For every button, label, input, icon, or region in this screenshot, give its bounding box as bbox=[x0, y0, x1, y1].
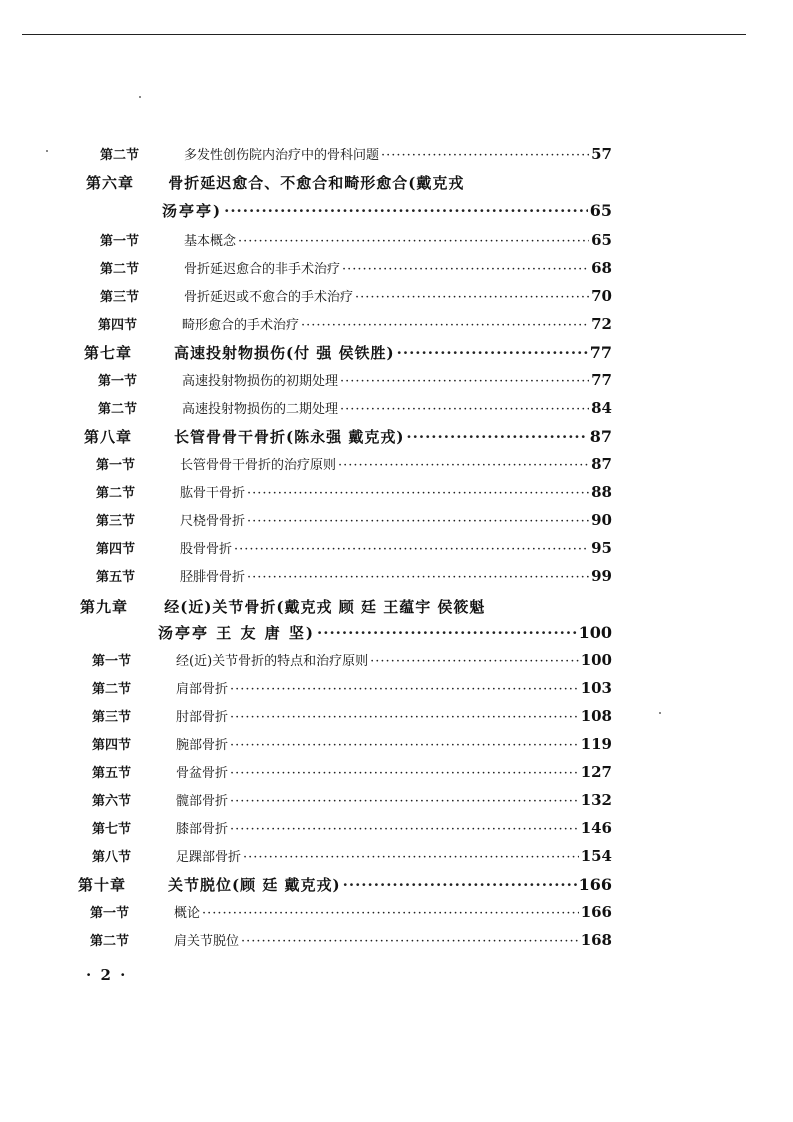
entry-title: 股骨骨折 bbox=[180, 542, 233, 557]
chapter-label: 第七章 bbox=[84, 344, 133, 362]
entry-title: 高速投射物损伤的初期处理 bbox=[182, 374, 339, 389]
leader-dots bbox=[230, 794, 579, 809]
page-number: 57 bbox=[591, 145, 612, 163]
entry-title: 高速投射物损伤的二期处理 bbox=[182, 402, 339, 417]
leader-dots bbox=[230, 766, 579, 781]
section-label: 第二节 bbox=[96, 486, 136, 501]
toc-entry bbox=[100, 258, 612, 282]
page-number: 77 bbox=[591, 371, 612, 389]
leader-dots bbox=[234, 542, 589, 557]
entry-title: 基本概念 bbox=[184, 234, 237, 249]
toc-entry bbox=[92, 790, 612, 814]
entry-title: 经(近)关节骨折的特点和治疗原则 bbox=[176, 654, 369, 669]
entry-title: 髋部骨折 bbox=[176, 794, 229, 809]
toc-chapter bbox=[84, 342, 612, 366]
entry-title: 长管骨骨干骨折的治疗原则 bbox=[180, 458, 337, 473]
section-label: 第三节 bbox=[100, 290, 140, 305]
entry-title: 尺桡骨骨折 bbox=[180, 514, 246, 529]
toc-entry bbox=[92, 762, 612, 786]
section-label: 第二节 bbox=[100, 148, 140, 163]
page-number: 103 bbox=[580, 679, 612, 697]
page-number: 99 bbox=[591, 567, 612, 585]
leader-dots bbox=[247, 486, 589, 501]
entry-title: 骨折延迟愈合、不愈合和畸形愈合(戴克戎 bbox=[168, 174, 465, 192]
leader-dots bbox=[301, 318, 589, 333]
leader-dots bbox=[397, 344, 588, 362]
section-label: 第五节 bbox=[92, 766, 132, 781]
toc-entry bbox=[98, 314, 612, 338]
leader-dots bbox=[340, 402, 589, 417]
section-label: 第一节 bbox=[100, 234, 140, 249]
toc-chapter bbox=[84, 426, 612, 450]
entry-title: 骨盆骨折 bbox=[176, 766, 229, 781]
page-number: 166 bbox=[578, 875, 612, 894]
toc-entry bbox=[90, 902, 612, 926]
toc-entry bbox=[92, 650, 612, 674]
leader-dots bbox=[230, 738, 579, 753]
leader-dots bbox=[247, 570, 589, 585]
page-footer-number: · 2 · bbox=[86, 966, 128, 984]
toc-entry bbox=[96, 538, 612, 562]
entry-title: 经(近)关节骨折(戴克戎 顾 廷 王蕴宇 侯筱魁 bbox=[164, 598, 486, 616]
entry-title: 肩部骨折 bbox=[176, 682, 229, 697]
chapter-label: 第六章 bbox=[86, 174, 135, 192]
toc-entry bbox=[92, 818, 612, 842]
toc-chapter-heading bbox=[80, 596, 485, 617]
section-label: 第四节 bbox=[98, 318, 138, 333]
leader-dots bbox=[243, 850, 579, 865]
toc-entry bbox=[92, 734, 612, 758]
leader-dots bbox=[230, 822, 579, 837]
toc-entry bbox=[100, 286, 612, 310]
chapter-label: 第八章 bbox=[84, 428, 133, 446]
section-label: 第一节 bbox=[92, 654, 132, 669]
section-label: 第四节 bbox=[96, 542, 136, 557]
section-label: 第一节 bbox=[96, 458, 136, 473]
entry-title: 胫腓骨骨折 bbox=[180, 570, 246, 585]
leader-dots bbox=[230, 682, 579, 697]
entry-title: 骨折延迟或不愈合的手术治疗 bbox=[184, 290, 354, 305]
leader-dots bbox=[338, 458, 589, 473]
page-number: 65 bbox=[589, 201, 612, 220]
toc-entry bbox=[96, 566, 612, 590]
page-number: 90 bbox=[591, 511, 612, 529]
section-label: 第四节 bbox=[92, 738, 132, 753]
page-number: 166 bbox=[580, 903, 612, 921]
leader-dots bbox=[241, 934, 579, 949]
leader-dots bbox=[370, 654, 579, 669]
toc-entry-continuation bbox=[158, 622, 612, 646]
toc-entry bbox=[90, 930, 612, 954]
entry-title: 膝部骨折 bbox=[176, 822, 229, 837]
toc-entry-continuation bbox=[162, 200, 612, 224]
page-number: 146 bbox=[580, 819, 612, 837]
leader-dots bbox=[247, 514, 589, 529]
toc-entry bbox=[100, 230, 612, 254]
entry-title: 腕部骨折 bbox=[176, 738, 229, 753]
page-number: 100 bbox=[578, 623, 612, 642]
page-number: 95 bbox=[591, 539, 612, 557]
entry-title: 多发性创伤院内治疗中的骨科问题 bbox=[184, 148, 380, 163]
leader-dots bbox=[202, 906, 579, 921]
leader-dots bbox=[230, 710, 579, 725]
leader-dots bbox=[381, 148, 589, 163]
entry-title: 汤亭亭 王 友 唐 坚) bbox=[158, 624, 315, 642]
entry-title: 肘部骨折 bbox=[176, 710, 229, 725]
toc-entry bbox=[96, 510, 612, 534]
toc-entry bbox=[98, 398, 612, 422]
leader-dots bbox=[406, 428, 587, 446]
section-label: 第二节 bbox=[90, 934, 130, 949]
page-number: 65 bbox=[591, 231, 612, 249]
leader-dots bbox=[224, 202, 588, 220]
leader-dots bbox=[342, 262, 589, 277]
entry-title: 长管骨骨干骨折(陈永强 戴克戎) bbox=[174, 428, 405, 446]
entry-title: 肱骨干骨折 bbox=[180, 486, 246, 501]
page-number: 77 bbox=[589, 343, 612, 362]
leader-dots bbox=[340, 374, 589, 389]
entry-title: 肩关节脱位 bbox=[174, 934, 240, 949]
entry-title: 概论 bbox=[174, 906, 201, 921]
page-number: 119 bbox=[580, 735, 612, 753]
page-number: 154 bbox=[580, 847, 612, 865]
toc-entry bbox=[92, 706, 612, 730]
entry-title: 关节脱位(顾 廷 戴克戎) bbox=[168, 876, 341, 894]
page-number: 100 bbox=[580, 651, 612, 669]
entry-title: 高速投射物损伤(付 强 侯铁胜) bbox=[174, 344, 395, 362]
section-label: 第二节 bbox=[92, 682, 132, 697]
entry-title: 足踝部骨折 bbox=[176, 850, 242, 865]
page-number: 68 bbox=[591, 259, 612, 277]
page-number: 70 bbox=[591, 287, 612, 305]
toc-entry bbox=[92, 846, 612, 870]
section-label: 第六节 bbox=[92, 794, 132, 809]
section-label: 第二节 bbox=[98, 402, 138, 417]
entry-title: 汤亭亭) bbox=[162, 202, 223, 220]
toc-entry bbox=[92, 678, 612, 702]
leader-dots bbox=[343, 876, 577, 894]
leader-dots bbox=[317, 624, 577, 642]
page-number: 108 bbox=[580, 707, 612, 725]
section-label: 第三节 bbox=[96, 514, 136, 529]
page-number: 168 bbox=[580, 931, 612, 949]
section-label: 第八节 bbox=[92, 850, 132, 865]
section-label: 第一节 bbox=[90, 906, 130, 921]
page-number: 87 bbox=[591, 455, 612, 473]
toc-entry bbox=[98, 370, 612, 394]
section-label: 第七节 bbox=[92, 822, 132, 837]
toc-entry bbox=[96, 482, 612, 506]
chapter-label: 第十章 bbox=[78, 876, 127, 894]
leader-dots bbox=[238, 234, 589, 249]
toc-chapter-heading bbox=[86, 172, 464, 193]
entry-title: 骨折延迟愈合的非手术治疗 bbox=[184, 262, 341, 277]
section-label: 第五节 bbox=[96, 570, 136, 585]
page-number: 87 bbox=[589, 427, 612, 446]
chapter-label: 第九章 bbox=[80, 598, 129, 616]
page-number: 132 bbox=[580, 791, 612, 809]
page-number: 127 bbox=[580, 763, 612, 781]
entry-title: 畸形愈合的手术治疗 bbox=[182, 318, 300, 333]
page-number: 88 bbox=[591, 483, 612, 501]
toc-entry bbox=[96, 454, 612, 478]
page-number: 84 bbox=[591, 399, 612, 417]
page-number: 72 bbox=[591, 315, 612, 333]
section-label: 第一节 bbox=[98, 374, 138, 389]
toc-entry bbox=[100, 144, 612, 168]
leader-dots bbox=[355, 290, 589, 305]
section-label: 第二节 bbox=[100, 262, 140, 277]
toc-chapter bbox=[78, 874, 612, 898]
section-label: 第三节 bbox=[92, 710, 132, 725]
